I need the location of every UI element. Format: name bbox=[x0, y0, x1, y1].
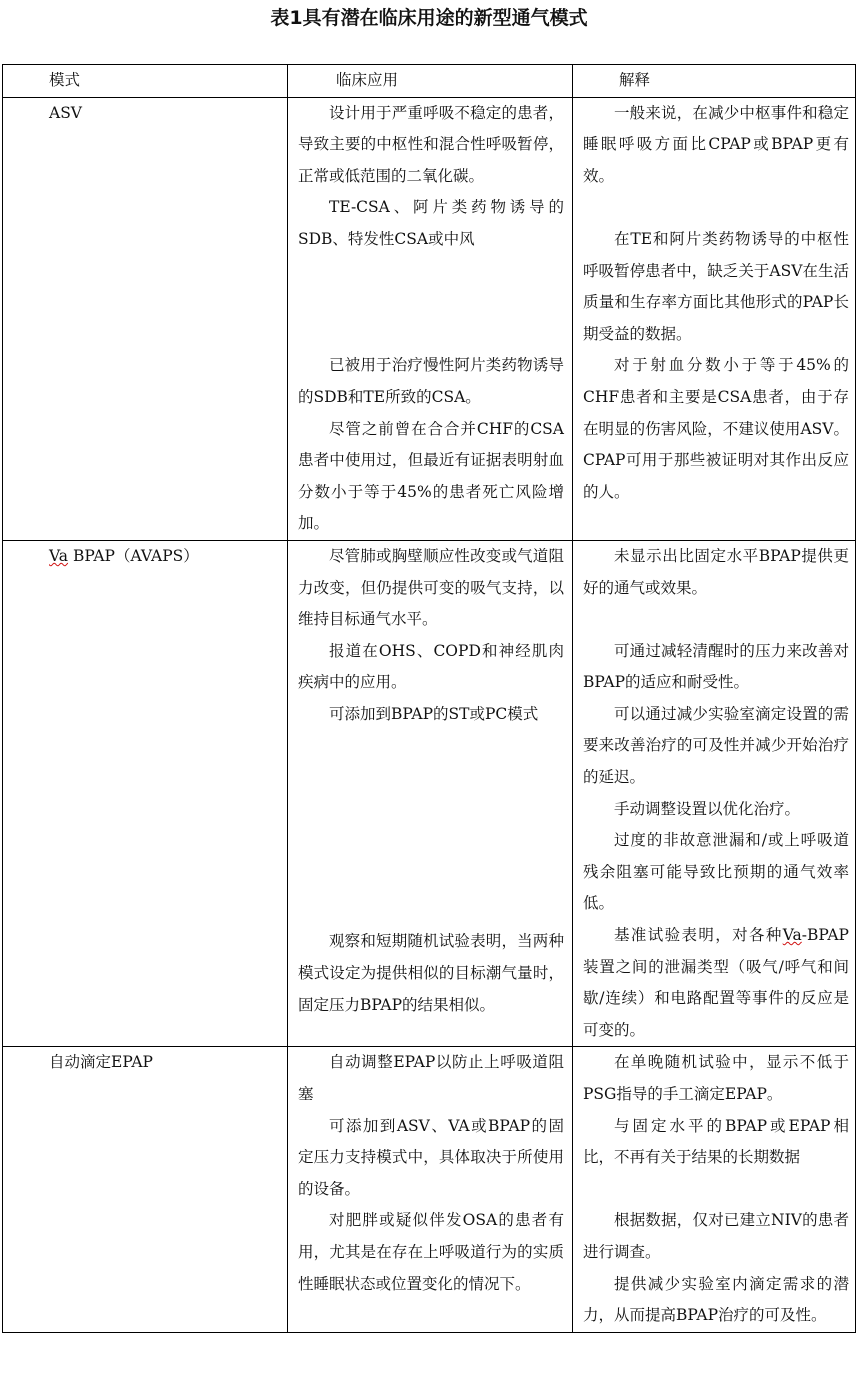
explanation-paragraph: 在TE和阿片类药物诱导的中枢性呼吸暂停患者中，缺乏关于ASV在生活质量和生存率方面比其他形式的PAP长期受益的数据。 bbox=[583, 229, 849, 343]
explanation-paragraph: 在单晚随机试验中，显示不低于PSG指导的手工滴定EPAP。 bbox=[583, 1053, 849, 1104]
explanation-paragraph: 未显示出比固定水平BPAP提供更好的通气或效果。 bbox=[583, 546, 849, 597]
application-paragraph: TE-CSA、阿片类药物诱导的SDB、特发性CSA或中风 bbox=[298, 198, 564, 248]
table-row bbox=[3, 540, 856, 1047]
table-row bbox=[3, 1047, 856, 1332]
explanation-paragraph bbox=[583, 920, 849, 1046]
application-paragraph: 报道在OHS、COPD和神经肌肉疾病中的应用。 bbox=[298, 641, 564, 692]
explanation-paragraph: 手动调整设置以优化治疗。 bbox=[614, 799, 801, 818]
header-explanation: 解释 bbox=[573, 65, 856, 98]
application-paragraph: 观察和短期随机试验表明，当两种模式设定为提供相似的目标潮气量时，固定压力BPAP的结果相似。 bbox=[298, 932, 564, 1014]
explanation-cell bbox=[573, 540, 856, 1047]
application-cell bbox=[288, 97, 573, 540]
flagged-word: Va bbox=[782, 926, 802, 945]
explanation-paragraph: 可以通过减少实验室滴定设置的需要来改善治疗的可及性并减少开始治疗的延迟。 bbox=[583, 704, 849, 787]
table-header-row bbox=[3, 65, 856, 98]
mode-name-flagged: Va bbox=[49, 546, 69, 565]
application-paragraph: 设计用于严重呼吸不稳定的患者，导致主要的中枢性和混合性呼吸暂停，正常或低范围的二氧化碳。 bbox=[298, 103, 564, 185]
explanation-text: -BPAP装置之间的泄漏类型（吸气/呼气和间歇/连续）和电路配置等事件的反应是可变的。 bbox=[583, 926, 849, 1039]
mode-name: ASV bbox=[49, 103, 83, 122]
explanation-text: 基准试验表明，对各种 bbox=[614, 926, 783, 945]
table-row bbox=[3, 97, 856, 540]
application-paragraph: 尽管肺或胸壁顺应性改变或气道阻力改变，但仍提供可变的吸气支持，以维持目标通气水平。 bbox=[298, 546, 564, 629]
application-cell bbox=[288, 1047, 573, 1332]
mode-cell bbox=[3, 97, 288, 540]
explanation-paragraph: 对于射血分数小于等于45%的CHF患者和主要是CSA患者，由于存在明显的伤害风险，不建议使用ASV。CPAP可用于那些被证明对其作出反应的人。 bbox=[583, 356, 849, 501]
explanation-paragraph: 与固定水平的BPAP或EPAP相比，不再有关于结果的长期数据 bbox=[583, 1116, 849, 1167]
header-mode: 模式 bbox=[3, 65, 288, 98]
application-paragraph: 对肥胖或疑似伴发OSA的患者有用，尤其是在存在上呼吸道行为的实质性睡眠状态或位置变化的情况下。 bbox=[298, 1211, 564, 1293]
explanation-cell bbox=[573, 1047, 856, 1332]
application-paragraph: 自动调整EPAP以防止上呼吸道阻塞 bbox=[298, 1053, 564, 1104]
table-title: 表1具有潜在临床用途的新型通气模式 bbox=[270, 7, 588, 29]
mode-cell bbox=[3, 1047, 288, 1332]
ventilation-modes-table bbox=[2, 64, 856, 1333]
mode-name: BPAP（AVAPS） bbox=[68, 546, 199, 565]
explanation-paragraph: 一般来说，在减少中枢事件和稳定睡眠呼吸方面比CPAP或BPAP更有效。 bbox=[583, 103, 849, 185]
explanation-paragraph: 过度的非故意泄漏和/或上呼吸道残余阻塞可能导致比预期的通气效率低。 bbox=[583, 831, 849, 913]
explanation-paragraph: 可通过减轻清醒时的压力来改善对BPAP的适应和耐受性。 bbox=[583, 641, 849, 692]
explanation-paragraph: 提供减少实验室内滴定需求的潜力，从而提高BPAP治疗的可及性。 bbox=[583, 1274, 849, 1325]
application-paragraph: 已被用于治疗慢性阿片类药物诱导的SDB和TE所致的CSA。 bbox=[298, 356, 564, 406]
application-cell bbox=[288, 540, 573, 1047]
explanation-paragraph: 根据数据，仅对已建立NIV的患者进行调查。 bbox=[583, 1211, 849, 1261]
mode-cell bbox=[3, 540, 288, 1047]
explanation-cell bbox=[573, 97, 856, 540]
application-paragraph: 可添加到ASV、VA或BPAP的固定压力支持模式中，具体取决于所使用的设备。 bbox=[298, 1116, 564, 1198]
header-application: 临床应用 bbox=[288, 65, 573, 98]
application-paragraph: 可添加到BPAP的ST或PC模式 bbox=[329, 704, 539, 723]
application-paragraph: 尽管之前曾在合合并CHF的CSA患者中使用过，但最近有证据表明射血分数小于等于45%的患者死亡风险增加。 bbox=[298, 419, 564, 533]
mode-name: 自动滴定EPAP bbox=[49, 1053, 153, 1072]
